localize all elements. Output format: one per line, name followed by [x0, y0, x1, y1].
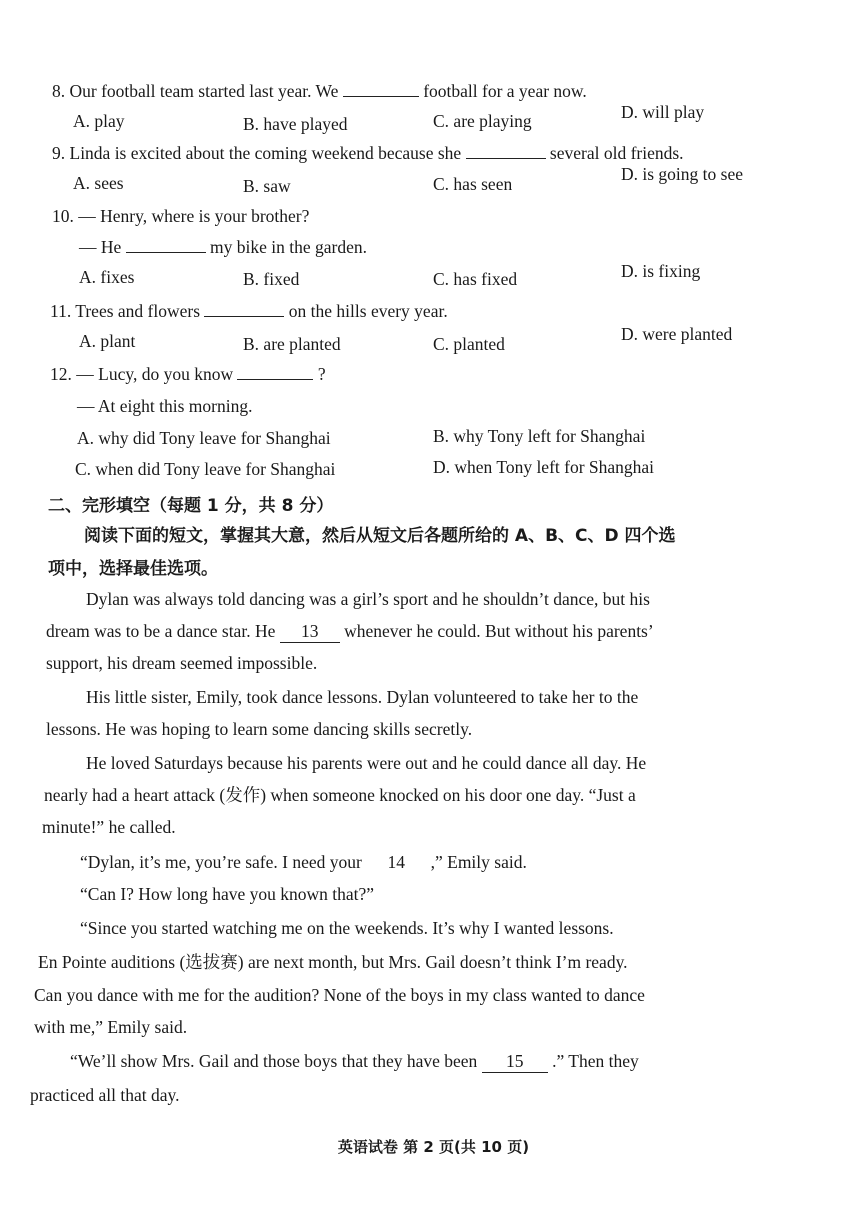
passage-line: [80, 851, 527, 873]
blank-15: 15: [482, 1050, 548, 1073]
option-d: D. is going to see: [621, 164, 744, 184]
blank-13: 13: [280, 620, 340, 643]
question-stem-text: on the hills every year.: [288, 301, 448, 321]
option-d: D. is fixing: [621, 261, 701, 281]
option-c: C. has fixed: [433, 269, 518, 289]
page-footer: 英语试卷 第 2 页(共 10 页): [337, 1138, 530, 1156]
option-a: A. fixes: [79, 267, 135, 287]
answer-blank: [204, 300, 284, 317]
question-8-stem: [52, 80, 587, 102]
option-b: B. fixed: [243, 269, 300, 289]
option-a: A. play: [73, 111, 125, 131]
passage-line: His little sister, Emily, took dance lessons. Dylan volunteered to take her to the: [86, 687, 639, 707]
question-stem-text: 8. Our football team started last year. We: [52, 81, 339, 101]
question-stem-text: — He: [79, 237, 122, 257]
answer-blank: [126, 236, 206, 253]
section-instruction: 项中，选择最佳选项。: [48, 559, 218, 579]
question-stem-text: 11. Trees and flowers: [50, 301, 201, 321]
passage-line: [46, 620, 654, 643]
passage-line: He loved Saturdays because his parents were out and he could dance all day. He: [86, 753, 647, 773]
option-c: C. when did Tony leave for Shanghai: [75, 459, 336, 479]
passage-text: ,” Emily said.: [430, 852, 527, 872]
passage-text: whenever he could. But without his parents’: [344, 621, 654, 641]
question-stem-text: ?: [317, 364, 326, 384]
question-stem-text: several old friends.: [549, 143, 684, 163]
passage-text: “Dylan, it’s me, you’re safe. I need your: [80, 852, 362, 872]
passage-line: minute!” he called.: [42, 817, 176, 837]
question-stem-text: 12. — Lucy, do you know: [50, 364, 234, 384]
option-d: D. were planted: [621, 324, 733, 344]
passage-text: dream was to be a dance star. He: [46, 621, 276, 641]
passage-text: “We’ll show Mrs. Gail and those boys that they have been: [70, 1051, 478, 1071]
option-c: C. planted: [433, 334, 505, 354]
option-b: B. why Tony left for Shanghai: [433, 426, 646, 446]
question-11-stem: [50, 300, 448, 322]
question-stem-text: my bike in the garden.: [210, 237, 368, 257]
question-stem-text: 9. Linda is excited about the coming weekend because she: [52, 143, 462, 163]
passage-text: .” Then they: [552, 1051, 639, 1071]
question-9-stem: [52, 142, 684, 164]
option-a: A. plant: [79, 331, 136, 351]
passage-line: nearly had a heart attack (发作) when someone knocked on his door one day. “Just a: [44, 785, 636, 805]
option-d: D. will play: [621, 102, 705, 122]
question-stem-text: football for a year now.: [423, 81, 587, 101]
passage-line: En Pointe auditions (选拔赛) are next month, but Mrs. Gail doesn’t think I’m ready.: [38, 952, 628, 972]
option-b: B. have played: [243, 114, 348, 134]
passage-line: Dylan was always told dancing was a girl’s sport and he shouldn’t dance, but his: [86, 589, 650, 609]
option-c: C. has seen: [433, 174, 513, 194]
question-12-response: — At eight this morning.: [77, 396, 253, 416]
passage-line: support, his dream seemed impossible.: [46, 653, 318, 673]
option-a: A. sees: [73, 173, 124, 193]
passage-line: [70, 1050, 639, 1073]
blank-14: 14: [387, 852, 405, 872]
option-d: D. when Tony left for Shanghai: [433, 457, 655, 477]
question-10-stem: 10. — Henry, where is your brother?: [52, 206, 310, 226]
passage-line: “Since you started watching me on the weekends. It’s why I wanted lessons.: [80, 918, 614, 938]
option-c: C. are playing: [433, 111, 532, 131]
passage-line: with me,” Emily said.: [34, 1017, 188, 1037]
passage-line: Can you dance with me for the audition? None of the boys in my class wanted to dance: [34, 985, 645, 1005]
option-b: B. are planted: [243, 334, 341, 354]
passage-line: lessons. He was hoping to learn some dancing skills secretly.: [46, 719, 473, 739]
passage-line: “Can I? How long have you known that?”: [80, 884, 375, 904]
option-a: A. why did Tony leave for Shanghai: [77, 428, 331, 448]
question-10-response: [79, 236, 367, 258]
section-instruction: 阅读下面的短文，掌握其大意，然后从短文后各题所给的 A、B、C、D 四个选: [84, 526, 676, 546]
answer-blank: [466, 142, 546, 159]
section-title: 二、完形填空（每题 1 分，共 8 分）: [48, 496, 334, 516]
passage-line: practiced all that day.: [30, 1085, 180, 1105]
option-b: B. saw: [243, 176, 291, 196]
question-12-stem: [50, 363, 326, 385]
answer-blank: [237, 363, 313, 380]
answer-blank: [343, 80, 419, 97]
